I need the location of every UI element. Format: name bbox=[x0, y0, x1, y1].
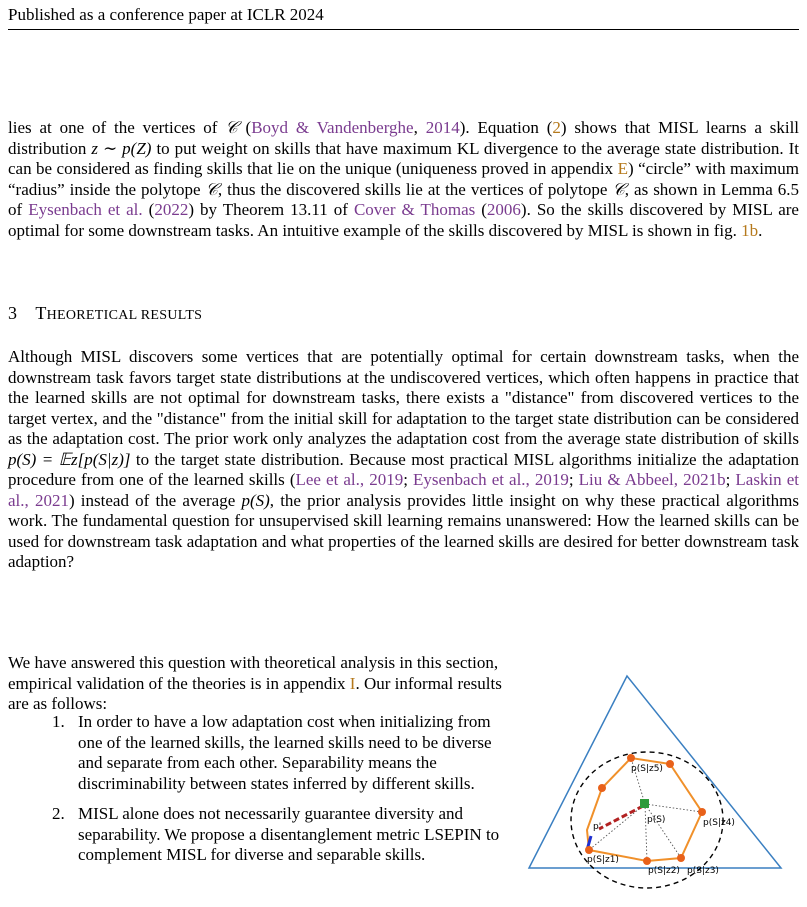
label-z2: p(S|z2) bbox=[648, 866, 680, 876]
text: to the target state distribution. Because most practical MISL algorithms initialize the adaptation procedure from one of the learned skills ( bbox=[8, 449, 799, 489]
text: , bbox=[413, 118, 426, 137]
list-item-text: In order to have a low adaptation cost when initializing from one of the learned skills, the learned skills need to be diverse and separate from each other. Separability means the discriminability between states inferred by different skills. bbox=[78, 712, 492, 793]
citation-link[interactable]: Cover & Thomas bbox=[353, 200, 476, 219]
text: ) “circle” with maximum “radius” inside the polytope bbox=[8, 159, 799, 199]
citation-link[interactable]: Liu & Abbeel, 2021b bbox=[578, 470, 726, 489]
label-z4: p(S|z4) bbox=[703, 818, 735, 828]
text: We have answered this question with theoretical analysis in this section, empirical validation of the theories is in appendix bbox=[8, 653, 499, 693]
paragraph-3 bbox=[8, 653, 508, 715]
list-item bbox=[52, 712, 504, 794]
text: ; bbox=[568, 470, 579, 489]
text: ( bbox=[475, 200, 487, 219]
text: ) instead of the average bbox=[68, 490, 242, 510]
header-rule bbox=[8, 29, 799, 30]
text: ). So the skills discovered by MISL are optimal for some downstream tasks. An intuitive example of the skills discovered by MISL is shown in fig. bbox=[8, 200, 799, 240]
section-heading bbox=[8, 302, 202, 327]
citation-link[interactable]: Laskin et al., 2021 bbox=[8, 470, 799, 510]
text: , as shown in Lemma 6.5 of bbox=[8, 179, 799, 219]
running-header: Published as a conference paper at ICLR 2024 bbox=[8, 5, 324, 24]
adaptation-arrow-red bbox=[599, 806, 643, 829]
text: ) by Theorem 13.11 of bbox=[188, 200, 354, 219]
label-z5: p(S|z5) bbox=[631, 764, 663, 774]
list-item-text: MISL alone does not necessarily guarantee diversity and separability. We propose a disentanglement metric LSEPIN to complement MISL for diverse and separable skills. bbox=[78, 804, 500, 864]
average-state-marker bbox=[640, 799, 649, 808]
section-title-initial: T bbox=[35, 303, 47, 323]
list-marker: 2. bbox=[52, 804, 65, 823]
math-expression: p(S) = 𝔼z[p(S|z)] bbox=[8, 449, 131, 469]
citation-link[interactable]: Boyd & Vandenberghe bbox=[251, 118, 414, 137]
paragraph-1 bbox=[8, 118, 799, 241]
equation-link[interactable]: 2 bbox=[552, 118, 561, 137]
text: . Our informal results are as follows: bbox=[8, 673, 502, 713]
list-item bbox=[52, 804, 504, 866]
text: ( bbox=[142, 200, 155, 219]
appendix-link[interactable]: I bbox=[349, 673, 356, 693]
list-marker: 1. bbox=[52, 712, 65, 731]
text: ; bbox=[725, 470, 736, 489]
section-title-rest: HEORETICAL RESULTS bbox=[46, 308, 203, 323]
citation-link[interactable]: Eysenbach et al., 2019 bbox=[413, 470, 569, 489]
citation-link[interactable]: Eysenbach et al. bbox=[28, 200, 143, 219]
math-expression: z ∼ p(Z) bbox=[91, 138, 152, 158]
math-expression: p(S) bbox=[241, 490, 270, 510]
text: Although MISL discovers some vertices that are potentially optimal for certain downstream tasks, when the downstream task favors target state distributions at the undiscovered vertices, which often happens in practice that the learned skills are not optimal for downstream tasks, there exists a "distance" from discovered vertices to the target vertex, and the "distance" from the initial skill for adaptation to the target state distribution can be considered as the adaptation cost. The prior work only analyzes the adaptation cost from the average state distribution of skills bbox=[8, 347, 799, 448]
citation-link[interactable]: 2006 bbox=[486, 200, 521, 219]
text: to put weight on skills that have maximum KL divergence to the average state distribution. It can be considered as finding skills that lie on the unique (uniqueness proved in appendix bbox=[8, 138, 799, 178]
text: , thus the discovered skills lie at the vertices of polytope bbox=[217, 179, 613, 199]
label-z1: p(S|z1) bbox=[587, 855, 619, 865]
text: ). Equation ( bbox=[459, 118, 553, 137]
section-number: 3 bbox=[8, 303, 18, 323]
polytope-diagram bbox=[527, 672, 787, 902]
polytope-figure bbox=[527, 672, 787, 902]
paragraph-2 bbox=[8, 347, 799, 573]
text: ( bbox=[237, 118, 252, 137]
label-p-prime: p' bbox=[593, 822, 602, 832]
text: ; bbox=[403, 470, 413, 489]
citation-link[interactable]: 2014 bbox=[425, 118, 460, 137]
label-z3: p(S|z3) bbox=[687, 866, 719, 876]
math-symbol: 𝒞 bbox=[225, 118, 238, 137]
label-ps: p(S) bbox=[647, 815, 666, 825]
math-symbol: 𝒞 bbox=[612, 179, 625, 199]
text: . bbox=[758, 220, 763, 240]
math-symbol: 𝒞 bbox=[205, 179, 218, 199]
text: lies at one of the vertices of bbox=[8, 118, 226, 137]
appendix-link[interactable]: E bbox=[617, 159, 628, 178]
results-list bbox=[52, 712, 504, 876]
citation-link[interactable]: Lee et al., 2019 bbox=[295, 470, 404, 489]
figure-link[interactable]: 1b bbox=[741, 220, 759, 240]
citation-link[interactable]: 2022 bbox=[154, 200, 189, 219]
text: ) shows that MISL learns a skill distribution bbox=[8, 118, 800, 158]
text: , the prior analysis provides little insight on why these practical algorithms work. The fundamental question for unsupervised skill learning remains unanswered: How the learned skills can be used for downstream task adaptation and what properties of the learned skills are desired for better downstream task adaption? bbox=[8, 490, 799, 571]
